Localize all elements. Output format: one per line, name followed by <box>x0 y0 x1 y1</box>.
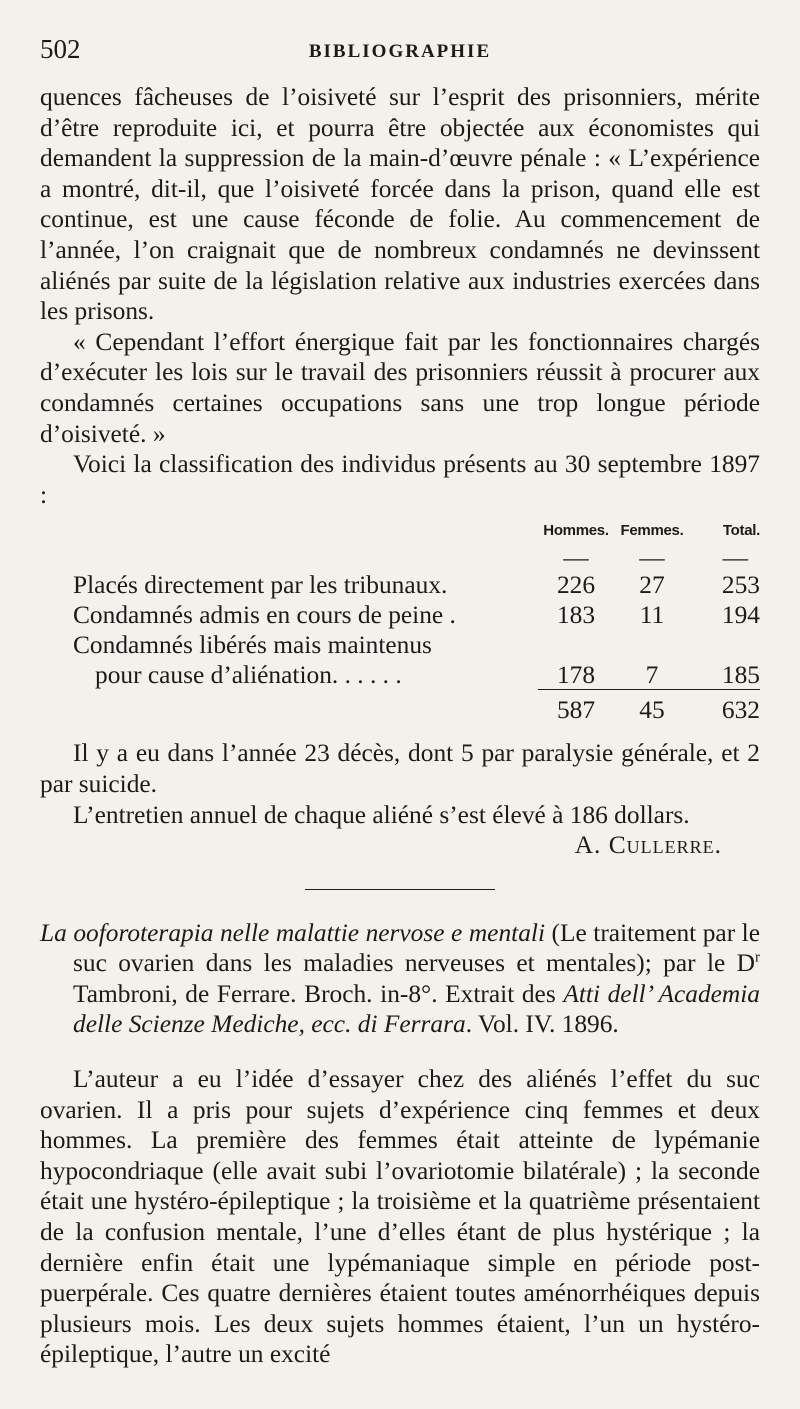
cell-total: 194 <box>721 601 760 630</box>
running-head: BIBLIOGRAPHIE <box>308 41 492 62</box>
header-femmes: Femmes. <box>620 521 684 539</box>
cell-hommes: 178 <box>538 660 614 690</box>
header-dashes <box>40 544 760 573</box>
entry-desc: (Le traitement par le suc ovarien dans les maladies nerveuses et mentales); par le D <box>73 918 760 978</box>
signature: A. Cullerre. <box>574 831 722 860</box>
cost-paragraph: L’entretien annuel de chaque aliéné s’est élevé à 186 dollars. <box>73 800 690 829</box>
page-number: 502 <box>40 34 81 64</box>
final-paragraph: L’auteur a eu l’idée d’essayer chez des aliénés l’effet du suc ovarien. Il a pris pour sujets d’expérience cinq femmes et deux hommes. La première des femmes était atteinte de lypémanie hypocondriaque (elle avait subi l’ovariotomie bilatérale) ; la seconde était une hystéro-épileptique ; la troisième et la quatrième présentaient de la confusion mentale, l’une d’elles étant de plus hystérique ; la dernière enfin était une lypémaniaque simple en période post-puerpérale. Ces quatre dernières étaient toutes aménorrhéiques depuis plusieurs mois. Les deux sujets hommes étaient, l’un un hystéro-épileptique, l’autre un excité <box>40 1065 760 1369</box>
deaths-paragraph: Il y a eu dans l’année 23 décès, dont 5 par paralysie générale, et 2 par suicide. <box>40 739 760 798</box>
table-header <box>40 516 760 546</box>
page-body <box>40 82 760 1370</box>
entry-desc-3: . Vol. IV. 1896. <box>465 1010 619 1039</box>
row-label-continued: pour cause d’aliénation. . . . . . <box>95 661 402 690</box>
bibliography-entry <box>40 918 760 1040</box>
row-label: Condamnés libérés mais maintenus <box>73 631 432 660</box>
cell-femmes: 7 <box>614 660 690 690</box>
page-header <box>40 34 760 68</box>
entry-desc-2: Tambroni, de Ferrare. Broch. in-8°. Extrait des <box>73 979 564 1008</box>
dr-superscript: r <box>755 949 760 966</box>
header-total: Total. <box>722 521 760 539</box>
table-row <box>40 600 760 630</box>
total-hommes: 587 <box>556 696 596 725</box>
table-row-continued <box>40 660 760 690</box>
intro-paragraph: quences fâcheuses de l’oisiveté sur l’esprit des prisonniers, mérite d’être reproduite ici, et pourra être objectée aux économistes qui demandent la suppression de la main-d’œuvre pénale : « L’expérience a montré, dit-il, que l’oisiveté forcée dans la prison, quand elle est continue, est une cause féconde de folie. Au commencement de l’année, l’on craignait que de nombreux condamnés ne devinssent aliénés par suite de la législation relative aux industries exercées dans les prisons. <box>40 83 760 326</box>
entry-title: La ooforoterapia nelle malattie nervose e mentali <box>40 918 546 947</box>
section-divider <box>305 889 495 890</box>
cell-total: 253 <box>721 571 760 600</box>
dash: — <box>563 544 589 573</box>
cell-femmes: 11 <box>639 601 665 630</box>
classification-intro: Voici la classification des individus présents au 30 septembre 1897 : <box>40 450 760 509</box>
classification-table <box>40 516 760 728</box>
table-totals <box>40 690 760 728</box>
header-hommes: Hommes. <box>543 521 609 539</box>
cell-total: 185 <box>690 660 760 690</box>
table-row <box>40 570 760 600</box>
quote-paragraph: « Cependant l’effort énergique fait par les fonctionnaires chargés d’exécuter les lois sur le travail des prisonniers réussit à procurer aux condamnés certaines occupations sans une trop longue période d’oisiveté. » <box>40 327 760 448</box>
cell-hommes: 226 <box>556 571 596 600</box>
row-label: Placés directement par les tribunaux. <box>73 571 448 600</box>
total-femmes: 45 <box>639 696 665 725</box>
total-total: 632 <box>721 696 760 725</box>
dash: — <box>722 544 748 573</box>
entry-journal: Atti dell’ Academia delle Scienze Mediche, ecc. di Ferrara <box>73 979 761 1039</box>
cell-femmes: 27 <box>639 571 665 600</box>
cell-hommes: 183 <box>556 601 596 630</box>
dash: — <box>639 544 665 573</box>
row-label: Condamnés admis en cours de peine . <box>73 601 456 630</box>
table-row <box>40 630 760 660</box>
